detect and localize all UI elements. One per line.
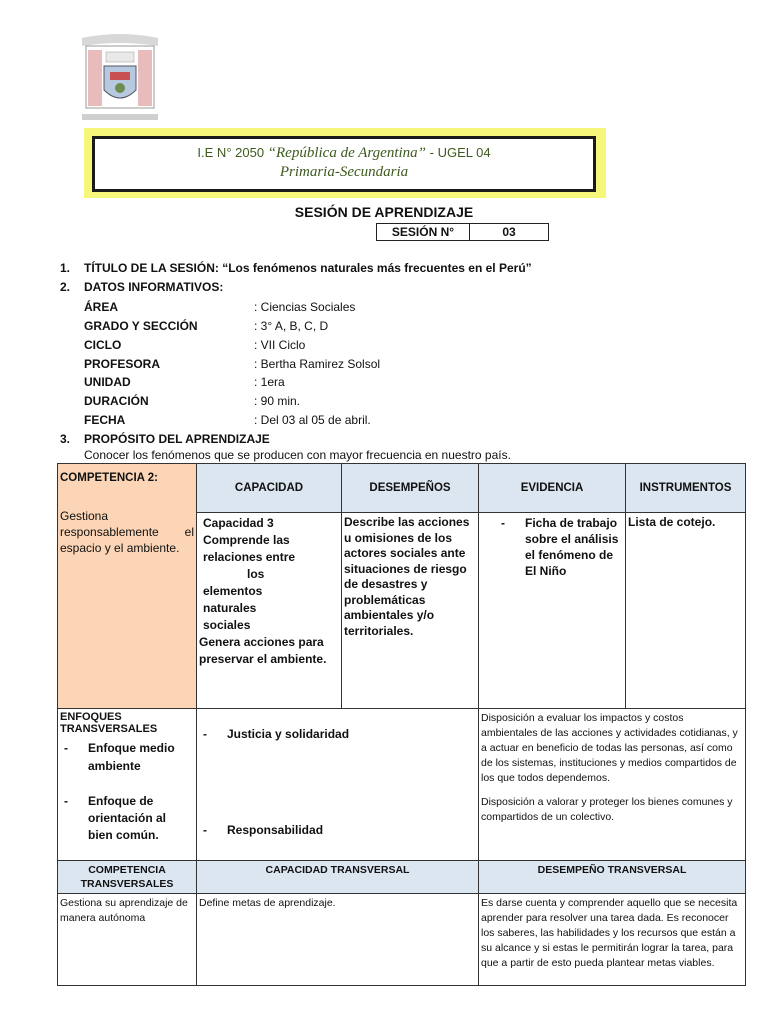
trans-competencia-cell: Gestiona su aprendizaje de manera autónoma <box>58 894 197 986</box>
session-number-box <box>376 223 549 241</box>
section-datos-line <box>60 280 223 294</box>
competencia-cell <box>58 464 197 709</box>
dash-marker: - <box>64 741 68 755</box>
institution-box <box>92 136 596 192</box>
competencia-text: Gestiona responsablemente el espacio y el ambiente. <box>60 509 194 555</box>
header-evidencia: EVIDENCIA <box>479 464 626 513</box>
institution-ugel: UGEL 04 <box>437 145 491 160</box>
actitud-text: Disposición a evaluar los impactos y costos ambientales de las acciones y actividades cotidianas, y a actuar en beneficio de todas las personas, así como de los sistemas, instituciones y medios compartidos de los que todos dependemos. <box>481 712 738 784</box>
valor-item <box>199 727 349 741</box>
competencia-title: COMPETENCIA 2: <box>60 472 158 484</box>
info-key: DURACIÓN <box>84 394 149 408</box>
instrumentos-cell: Lista de cotejo. <box>626 513 746 709</box>
session-table <box>57 463 746 986</box>
dash-marker: - <box>64 794 68 808</box>
trans-desempeno-cell: Es darse cuenta y comprender aquello que se necesita aprender para resolver una tarea dada. Es reconocer los saberes, las habilidades y los recursos que están a su alcance y si estas le permitirán lograr la tarea, para que a partir de esto pueda plantear metas viables. <box>479 894 746 986</box>
dash-marker: - <box>203 727 207 741</box>
header-instrumentos: INSTRUMENTOS <box>626 464 746 513</box>
capacidad-line: los <box>247 567 265 581</box>
info-value: : VII Ciclo <box>254 338 306 352</box>
info-key: ÁREA <box>84 300 119 314</box>
info-value: : Del 03 al 05 de abril. <box>254 413 371 427</box>
enfoque-item <box>60 739 194 775</box>
actitud-text: Disposición a valorar y proteger los bienes comunes y compartidos de un colectivo. <box>481 796 733 823</box>
info-key: UNIDAD <box>84 375 131 389</box>
trans-header-row <box>58 861 746 894</box>
section-number: 3. <box>60 432 71 446</box>
capacidad-line: Capacidad 3 <box>203 516 274 530</box>
school-crest-logo <box>76 32 164 128</box>
section-number: 2. <box>60 280 71 294</box>
dash-marker: - <box>501 516 505 530</box>
capacidad-cell <box>197 513 342 709</box>
trans-capacidad-cell: Define metas de aprendizaje. <box>197 894 479 986</box>
info-value: : 90 min. <box>254 394 301 408</box>
dash-marker: - <box>203 823 207 837</box>
purpose-text: Conocer los fenómenos que se producen con mayor frecuencia en nuestro país. <box>84 448 511 462</box>
info-value: : 3° A, B, C, D <box>254 319 329 333</box>
enfoque-item <box>60 793 194 844</box>
header-desempeno-transversal: DESEMPEÑO TRANSVERSAL <box>479 861 746 894</box>
capacidad-line: relaciones entre <box>203 550 296 564</box>
session-title: SESIÓN DE APRENDIZAJE <box>294 204 474 220</box>
capacidad-line: sociales <box>203 618 251 632</box>
institution-banner <box>84 128 606 198</box>
valor-text: Justicia y solidaridad <box>227 727 350 741</box>
capacidad-line: Comprende las <box>203 533 290 547</box>
institution-prefix: I.E N° 2050 <box>197 145 265 160</box>
capacidad-extra: Genera acciones para preservar el ambiente. <box>199 635 327 666</box>
header-capacidad-transversal: CAPACIDAD TRANSVERSAL <box>197 861 479 894</box>
info-key: FECHA <box>84 413 126 427</box>
info-value: : Ciencias Sociales <box>254 300 356 314</box>
desempenos-cell: Describe las acciones u omisiones de los actores sociales ante situaciones de riesgo de desastres y problemáticas ambientales y/o territoriales. <box>342 513 479 709</box>
section-proposito-text: PROPÓSITO DEL APRENDIZAJE <box>84 432 270 446</box>
header-capacidad: CAPACIDAD <box>197 464 342 513</box>
institution-separator: - <box>426 145 438 160</box>
evidencia-item <box>481 515 623 579</box>
table-header-row <box>58 464 746 513</box>
valor-text: Responsabilidad <box>227 823 324 837</box>
session-number-label: SESIÓN N° <box>377 224 470 240</box>
capacidad-line: elementos <box>203 584 263 598</box>
enfoques-cell <box>58 709 197 861</box>
section-number: 1. <box>60 261 71 275</box>
evidencia-text: Ficha de trabajo sobre el análisis el fenómeno de El Niño <box>525 516 619 578</box>
session-number-value: 03 <box>502 225 516 239</box>
table-row <box>58 709 746 861</box>
valor-item <box>199 823 323 837</box>
info-key: PROFESORA <box>84 357 161 371</box>
capacidad-line: naturales <box>203 601 257 615</box>
valores-cell <box>197 709 479 861</box>
section-title-line <box>60 261 532 275</box>
section-proposito-line <box>60 432 270 446</box>
header-desempenos: DESEMPEÑOS <box>342 464 479 513</box>
enfoques-title: ENFOQUES TRANSVERSALES <box>60 711 158 735</box>
info-key: CICLO <box>84 338 122 352</box>
info-value: : Bertha Ramirez Solsol <box>254 357 381 371</box>
institution-level: Primaria-Secundaria <box>279 164 409 180</box>
header-competencia-transversal: COMPETENCIA TRANSVERSALES <box>58 861 197 894</box>
institution-name: “República de Argentina” <box>267 145 426 161</box>
enfoque-text: Enfoque de orientación al bien común. <box>88 794 167 842</box>
section-title-text: TÍTULO DE LA SESIÓN: “Los fenómenos naturales más frecuentes en el Perú” <box>84 261 532 275</box>
evidencia-cell <box>479 513 626 709</box>
institution-name-line <box>95 145 593 162</box>
info-value: : 1era <box>254 375 285 389</box>
section-datos-text: DATOS INFORMATIVOS: <box>84 280 224 294</box>
enfoque-text: Enfoque medio ambiente <box>88 741 175 773</box>
table-row <box>58 894 746 986</box>
actitudes-cell <box>479 709 746 861</box>
info-key: GRADO Y SECCIÓN <box>84 319 198 333</box>
